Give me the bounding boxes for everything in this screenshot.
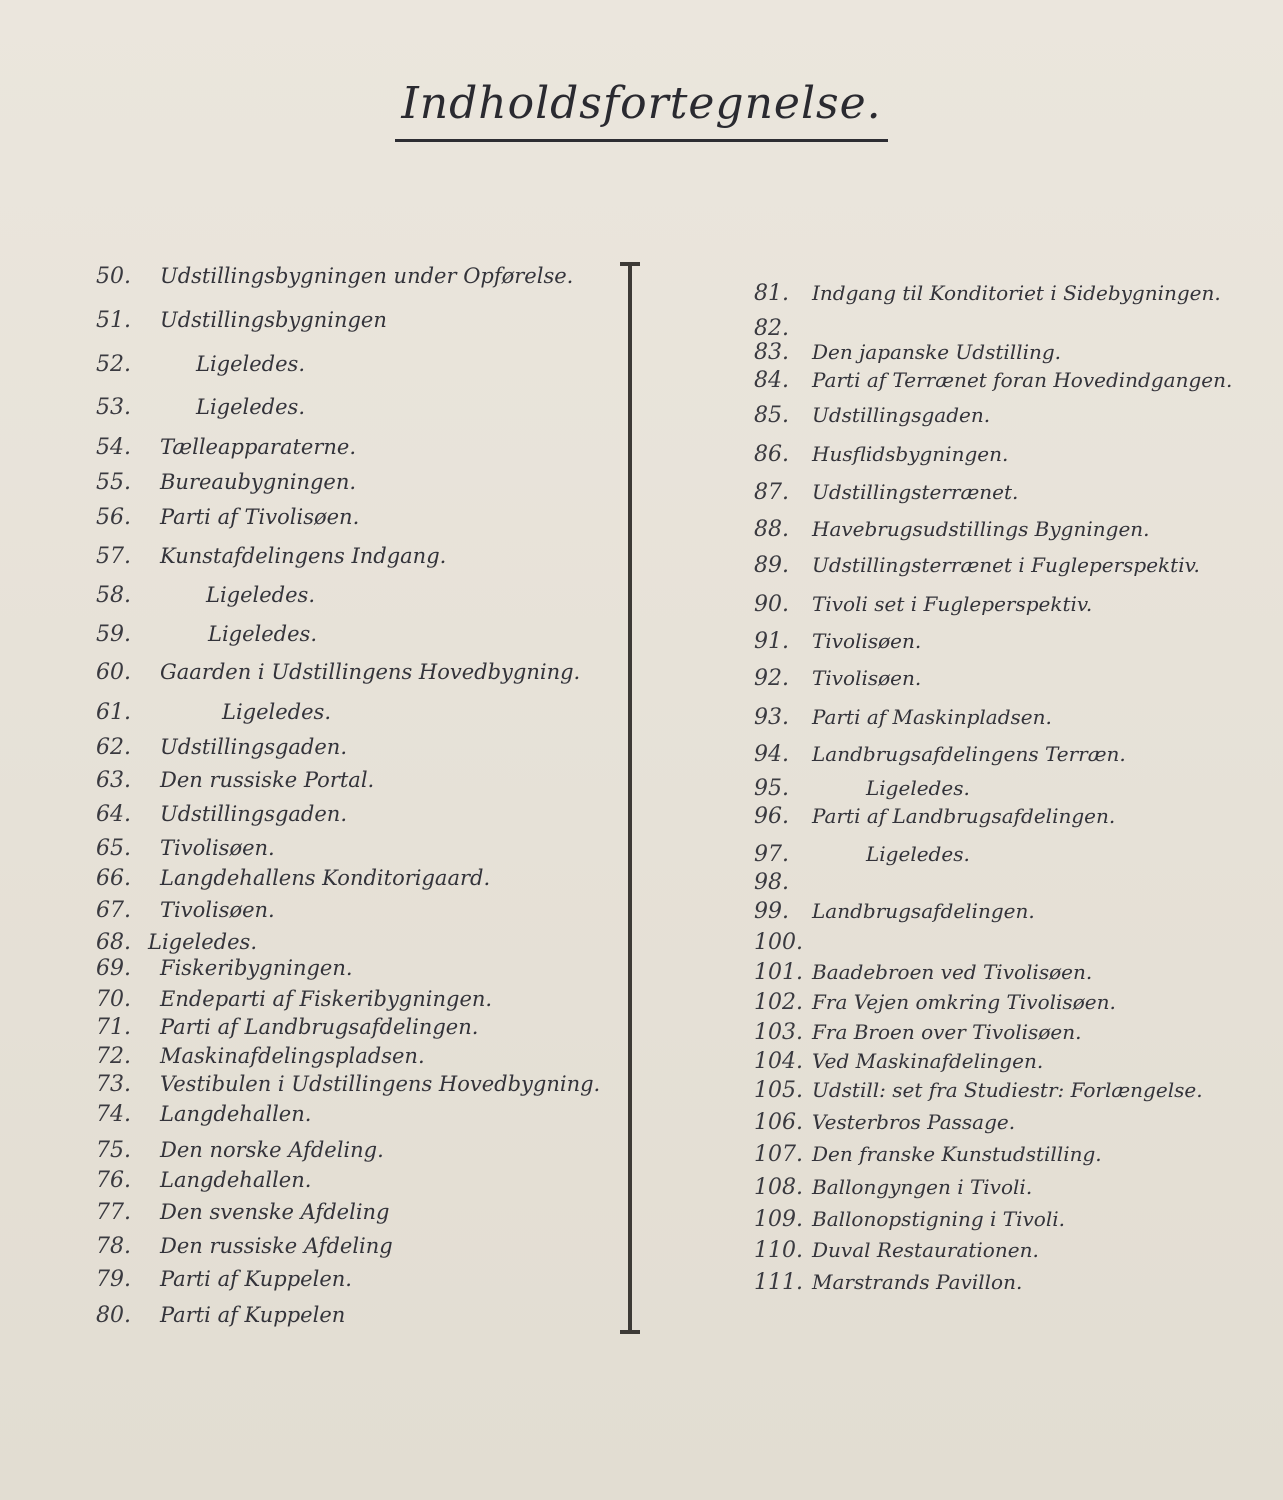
contents-entry (754, 1175, 1283, 1205)
contents-entry (96, 735, 636, 765)
contents-entry (96, 1200, 636, 1230)
entry-number: 109. (754, 1207, 803, 1232)
contents-entry (96, 1234, 636, 1264)
entry-title: Den japanske Udstilling. (812, 340, 1062, 364)
entry-number: 92. (754, 666, 789, 691)
entry-title: Udstillingsterrænet i Fugleperspektiv. (812, 553, 1200, 577)
entry-number: 102. (754, 990, 803, 1015)
entry-title: Ligeledes. (206, 583, 315, 607)
entry-number: 98. (754, 870, 789, 895)
entry-title: Baadebroen ved Tivolisøen. (812, 960, 1093, 984)
entry-title: Endeparti af Fiskeribygningen. (160, 987, 493, 1011)
entry-title: Ballonopstigning i Tivoli. (812, 1207, 1065, 1231)
entry-number: 85. (754, 403, 789, 428)
contents-entry (96, 1267, 636, 1297)
entry-title: Den norske Afdeling. (160, 1138, 384, 1162)
entry-title: Duval Restaurationen. (812, 1238, 1039, 1262)
entry-number: 82. (754, 316, 789, 341)
contents-entry (754, 629, 1283, 659)
entry-number: 67. (96, 898, 131, 923)
entry-number: 64. (96, 802, 131, 827)
contents-entry (754, 1270, 1283, 1300)
contents-column-left (96, 0, 636, 1500)
contents-entry (754, 1142, 1283, 1172)
entry-title: Ballongyngen i Tivoli. (812, 1175, 1033, 1199)
contents-entry (96, 660, 636, 690)
entry-number: 86. (754, 442, 789, 467)
contents-entry (754, 592, 1283, 622)
entry-title: Tivolisøen. (812, 666, 922, 690)
contents-entry (96, 583, 636, 613)
entry-title: Den russiske Afdeling (160, 1234, 393, 1258)
entry-title: Fra Vejen omkring Tivolisøen. (812, 990, 1116, 1014)
entry-title: Den russiske Portal. (160, 768, 375, 792)
contents-entry (754, 442, 1283, 472)
entry-title: Bureaubygningen. (160, 470, 357, 494)
entry-title: Langdehallen. (160, 1168, 312, 1192)
contents-entry (754, 403, 1283, 433)
contents-entry (96, 395, 636, 425)
contents-entry (96, 435, 636, 465)
contents-entry (754, 742, 1283, 772)
entry-number: 96. (754, 804, 789, 829)
entry-number: 70. (96, 987, 131, 1012)
entry-number: 108. (754, 1175, 803, 1200)
entry-number: 110. (754, 1238, 803, 1263)
entry-number: 100. (754, 930, 803, 955)
entry-number: 56. (96, 505, 131, 530)
entry-title: Tivolisøen. (160, 836, 275, 860)
entry-title: Fiskeribygningen. (160, 956, 353, 980)
entry-number: 90. (754, 592, 789, 617)
entry-number: 105. (754, 1078, 803, 1103)
entry-number: 50. (96, 264, 131, 289)
entry-title: Parti af Kuppelen. (160, 1267, 352, 1291)
entry-title: Ligeledes. (148, 930, 257, 954)
entry-title: Den svenske Afdeling (160, 1200, 390, 1224)
entry-title: Tivolisøen. (812, 629, 922, 653)
contents-entry (96, 1015, 636, 1045)
entry-number: 104. (754, 1049, 803, 1074)
entry-title: Udstillingsgaden. (160, 735, 348, 759)
entry-number: 68. (96, 930, 131, 955)
entry-number: 111. (754, 1270, 803, 1295)
entry-number: 88. (754, 517, 789, 542)
contents-entry (96, 768, 636, 798)
entry-number: 103. (754, 1020, 803, 1045)
contents-entry (96, 352, 636, 382)
contents-entry (754, 340, 1283, 370)
page-title-text: Indholdsfortegnelse. (395, 78, 887, 142)
entry-title: Udstillingsbygningen (160, 308, 387, 332)
entry-title: Parti af Tivolisøen. (160, 505, 360, 529)
contents-entry (96, 802, 636, 832)
entry-number: 60. (96, 660, 131, 685)
entry-number: 75. (96, 1138, 131, 1163)
entry-number: 54. (96, 435, 131, 460)
contents-entry (754, 1020, 1283, 1050)
contents-entry (754, 517, 1283, 547)
entry-number: 52. (96, 352, 131, 377)
entry-number: 89. (754, 553, 789, 578)
contents-entry (754, 368, 1283, 398)
entry-number: 83. (754, 340, 789, 365)
contents-entry (96, 544, 636, 574)
entry-title: Ligeledes. (208, 622, 317, 646)
contents-entry (754, 1207, 1283, 1237)
contents-entry (96, 898, 636, 928)
entry-number: 91. (754, 629, 789, 654)
contents-entry (96, 1072, 636, 1102)
entry-number: 66. (96, 866, 131, 891)
contents-entry (754, 1238, 1283, 1268)
contents-column-right (754, 0, 1283, 1500)
contents-entry (96, 308, 636, 338)
entry-number: 80. (96, 1303, 131, 1328)
entry-number: 73. (96, 1072, 131, 1097)
contents-entry (96, 956, 636, 986)
entry-title: Tivolisøen. (160, 898, 275, 922)
contents-entry (754, 899, 1283, 929)
entry-title: Parti af Kuppelen (160, 1303, 346, 1327)
contents-entry (96, 622, 636, 652)
contents-entry (754, 1078, 1283, 1108)
contents-entry (754, 666, 1283, 696)
entry-title: Den franske Kunstudstilling. (812, 1142, 1102, 1166)
entry-number: 97. (754, 842, 789, 867)
entry-title: Udstillingsterrænet. (812, 480, 1019, 504)
contents-entry (96, 1168, 636, 1198)
entry-number: 76. (96, 1168, 131, 1193)
contents-entry (96, 866, 636, 896)
contents-entry (96, 1138, 636, 1168)
entry-number: 106. (754, 1110, 803, 1135)
contents-entry (754, 776, 1283, 806)
entry-title: Ligeledes. (866, 776, 970, 800)
entry-title: Udstill: set fra Studiestr: Forlængelse. (812, 1078, 1203, 1102)
entry-number: 72. (96, 1044, 131, 1069)
entry-number: 99. (754, 899, 789, 924)
entry-number: 53. (96, 395, 131, 420)
entry-title: Kunstafdelingens Indgang. (160, 544, 447, 568)
entry-title: Marstrands Pavillon. (812, 1270, 1023, 1294)
contents-entry (96, 264, 636, 294)
contents-entry (96, 1044, 636, 1074)
entry-title: Husflidsbygningen. (812, 442, 1009, 466)
entry-title: Langdehallens Konditorigaard. (160, 866, 491, 890)
entry-title: Vestibulen i Udstillingens Hovedbygning. (160, 1072, 601, 1096)
contents-entry (754, 1049, 1283, 1079)
entry-number: 94. (754, 742, 789, 767)
entry-number: 107. (754, 1142, 803, 1167)
contents-entry (96, 470, 636, 500)
entry-number: 59. (96, 622, 131, 647)
entry-number: 74. (96, 1102, 131, 1127)
contents-entry (754, 480, 1283, 510)
contents-entry (754, 804, 1283, 834)
entry-title: Fra Broen over Tivolisøen. (812, 1020, 1082, 1044)
entry-number: 63. (96, 768, 131, 793)
entry-number: 84. (754, 368, 789, 393)
entry-title: Tivoli set i Fugleperspektiv. (812, 592, 1093, 616)
entry-title: Udstillingsbygningen under Opførelse. (160, 264, 574, 288)
entry-title: Vesterbros Passage. (812, 1110, 1016, 1134)
entry-number: 62. (96, 735, 131, 760)
column-divider (628, 262, 632, 1334)
contents-entry (96, 987, 636, 1017)
entry-number: 71. (96, 1015, 131, 1040)
contents-entry (754, 1110, 1283, 1140)
contents-entry (96, 700, 636, 730)
entry-title: Landbrugsafdelingens Terræn. (812, 742, 1126, 766)
entry-title: Landbrugsafdelingen. (812, 899, 1035, 923)
entry-number: 101. (754, 960, 803, 985)
entry-number: 87. (754, 480, 789, 505)
entry-title: Ligeledes. (866, 842, 970, 866)
entry-number: 81. (754, 281, 789, 306)
entry-title: Parti af Landbrugsafdelingen. (812, 804, 1116, 828)
entry-title: Gaarden i Udstillingens Hovedbygning. (160, 660, 581, 684)
entry-number: 93. (754, 705, 789, 730)
contents-entry (754, 705, 1283, 735)
entry-number: 61. (96, 700, 131, 725)
entry-number: 57. (96, 544, 131, 569)
contents-entry (754, 930, 1283, 960)
contents-entry (96, 505, 636, 535)
entry-title: Maskinafdelingspladsen. (160, 1044, 425, 1068)
contents-entry (754, 281, 1283, 311)
entry-number: 78. (96, 1234, 131, 1259)
entry-title: Ved Maskinafdelingen. (812, 1049, 1044, 1073)
entry-number: 77. (96, 1200, 131, 1225)
entry-number: 55. (96, 470, 131, 495)
entry-title: Ligeledes. (222, 700, 331, 724)
entry-number: 58. (96, 583, 131, 608)
entry-title: Tælleapparaterne. (160, 435, 356, 459)
contents-entry (754, 553, 1283, 583)
entry-number: 95. (754, 776, 789, 801)
entry-title: Langdehallen. (160, 1102, 312, 1126)
entry-title: Parti af Maskinpladsen. (812, 705, 1052, 729)
contents-entry (96, 1102, 636, 1132)
entry-title: Havebrugsudstillings Bygningen. (812, 517, 1150, 541)
contents-entry (754, 842, 1283, 872)
entry-title: Udstillingsgaden. (812, 403, 991, 427)
entry-title: Ligeledes. (196, 352, 305, 376)
entry-title: Parti af Terrænet foran Hovedindgangen. (812, 368, 1233, 392)
entry-number: 65. (96, 836, 131, 861)
entry-title: Udstillingsgaden. (160, 802, 348, 826)
contents-entry (754, 990, 1283, 1020)
entry-number: 69. (96, 956, 131, 981)
contents-entry (96, 1303, 636, 1333)
contents-entry (96, 836, 636, 866)
entry-number: 51. (96, 308, 131, 333)
entry-title: Indgang til Konditoriet i Sidebygningen. (812, 281, 1221, 305)
contents-entry (754, 960, 1283, 990)
entry-title: Ligeledes. (196, 395, 305, 419)
entry-title: Parti af Landbrugsafdelingen. (160, 1015, 479, 1039)
contents-entry (754, 870, 1283, 900)
entry-number: 79. (96, 1267, 131, 1292)
